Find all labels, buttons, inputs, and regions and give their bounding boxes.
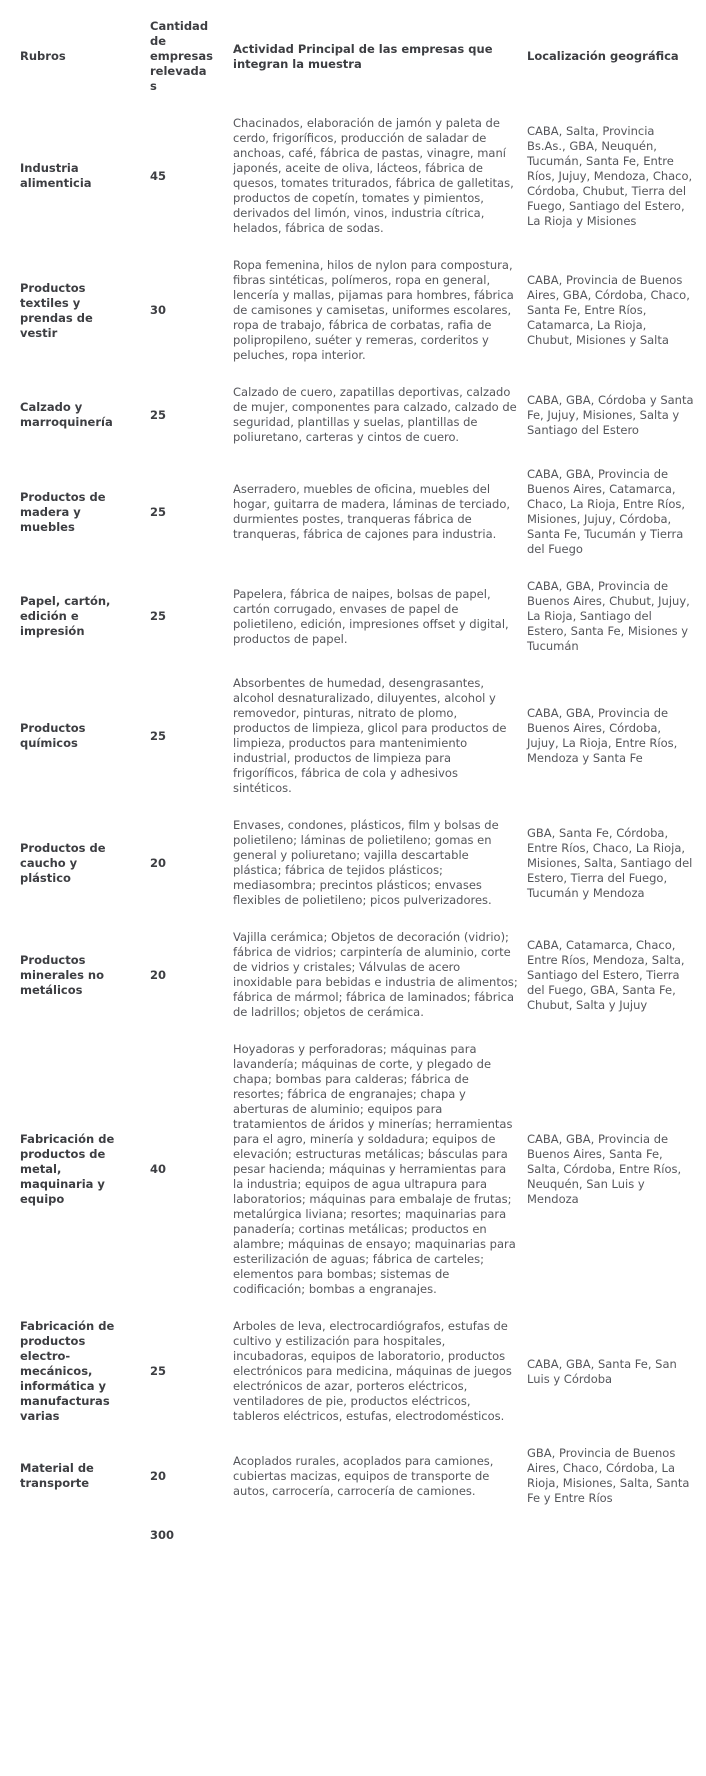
rubro-label: Calzado y marroquinería <box>20 400 113 429</box>
actividad-text: Vajilla cerámica; Objetos de decoración (vidrio); fábrica de vidrios; carpintería de aluminio, corte de vidrios y cristales; Válvulas de acero inoxidable para bebidas e industria de alimentos; fábrica de mármol; fábrica de laminados; fábrica de ladrillos; objetos de cerámica. <box>233 930 518 1019</box>
cantidad-value: 25 <box>150 504 167 519</box>
localizacion-text: CABA, Provincia de Buenos Aires, GBA, Córdoba, Chaco, Santa Fe, Entre Ríos, Catamarca, La Rioja, Chubut, Misiones y Salta <box>527 273 690 347</box>
table-row-madera <box>20 456 695 568</box>
table-row-industria-alimenticia <box>20 105 695 247</box>
total-row-empty-cell <box>233 1517 527 1554</box>
actividad-text: Envases, condones, plásticos, film y bolsas de polietileno; láminas de polietileno; gomas en general y poliuretano; vajilla descartable plástica; fábrica de tejidos plásticos; mediasombra; precintos plásticos; envases flexibles de polietileno; picos pulverizadores. <box>233 818 499 907</box>
table-row-calzado <box>20 374 695 456</box>
cantidad-value: 20 <box>150 855 167 870</box>
actividad-text: Arboles de leva, electrocardiógrafos, estufas de cultivo y estilización para hospitales, incubadoras, equipos de laboratorio, productos electrónicos para medicina, máquinas de juegos electrónicos de azar, porteros eléctricos, ventiladores de pie, productos eléctricos, tableros eléctricos, estufas, electrodomésticos. <box>233 1319 512 1423</box>
actividad-text: Calzado de cuero, zapatillas deportivas, calzado de mujer, componentes para calzado, calzado de seguridad, plantillas y suelas, plantillas de poliuretano, carteras y cintos de cuero. <box>233 385 517 444</box>
cantidad-value: 30 <box>150 303 167 317</box>
localizacion-text: CABA, Catamarca, Chaco, Entre Ríos, Mendoza, Salta, Santiago del Estero, Tierra del Fuego, GBA, Santa Fe, Chubut, Salta y Jujuy <box>527 937 685 1012</box>
table-row-metal-maquinaria <box>20 1031 695 1308</box>
rubro-label: Fabricación de productos electro-mecánicos, informática y manufacturas varias <box>20 1319 115 1423</box>
cantidad-value: 40 <box>150 1162 167 1176</box>
table-row-transporte <box>20 1435 695 1517</box>
localizacion-text: CABA, GBA, Provincia de Buenos Aires, Chubut, Jujuy, La Rioja, Santiago del Estero, Santa Fe, Misiones y Tucumán <box>527 579 690 653</box>
actividad-text: Aserradero, muebles de oficina, muebles del hogar, guitarra de madera, láminas de terciado, durmientes postes, tranqueras fábrica de tranqueras, fábrica de cajones para industria. <box>233 482 511 541</box>
actividad-text: Chacinados, elaboración de jamón y paleta de cerdo, frigoríficos, producción de saladar de anchoas, café, fábrica de pastas, vinagre, maní japonés, aceite de oliva, lácteos, fábrica de quesos, tomates triturados, fábrica de galletitas, productos de copetín, tomates y pimientos, derivados del limón, vinos, industria cítrica, helados, fábrica de sodas. <box>233 116 514 235</box>
rubro-label: Industria alimenticia <box>20 161 92 190</box>
total-row <box>20 1517 695 1554</box>
rubro-label: Material de transporte <box>20 1461 94 1490</box>
total-value: 300 <box>150 1528 175 1542</box>
rubro-label: Papel, cartón, edición e impresión <box>20 594 111 638</box>
table-row-quimicos <box>20 665 695 807</box>
actividad-text: Absorbentes de humedad, desengrasantes, alcohol desnaturalizado, diluyentes, alcohol y removedor, pinturas, nitrato de plomo, productos de limpieza, glicol para productos de limpieza, productos para mantenimiento industrial, productos de limpieza para frigoríficos, fábrica de cola y adhesivos sintéticos. <box>233 676 507 795</box>
cantidad-value: 25 <box>150 728 167 743</box>
localizacion-text: CABA, GBA, Provincia de Buenos Aires, Catamarca, Chaco, La Rioja, Entre Ríos, Misiones, Jujuy, Córdoba, Santa Fe, Tucumán y Tierra del Fuego <box>527 467 686 556</box>
header-row <box>20 8 695 105</box>
cantidad-value: 45 <box>150 168 167 183</box>
cantidad-value: 25 <box>150 609 167 623</box>
localizacion-text: CABA, Salta, Provincia Bs.As., GBA, Neuquén, Tucumán, Santa Fe, Entre Ríos, Jujuy, Mendoza, Chaco, Córdoba, Chubut, Tierra del Fuego, Santiago del Estero, La Rioja y Misiones <box>527 123 693 228</box>
total-row-empty-cell <box>20 1517 150 1554</box>
localizacion-text: GBA, Santa Fe, Córdoba, Entre Ríos, Chaco, La Rioja, Misiones, Salta, Santiago del Estero, Tierra del Fuego, Tucumán y Mendoza <box>527 825 693 900</box>
table-row-textiles <box>20 247 695 374</box>
actividad-text: Acoplados rurales, acoplados para camiones, cubiertas macizas, equipos de transporte de autos, carrocería, carrocería de camiones. <box>233 1453 494 1498</box>
rubro-label: Productos minerales no metálicos <box>20 952 105 997</box>
total-row-empty-cell <box>527 1517 695 1554</box>
rubro-label: Productos de madera y muebles <box>20 489 106 534</box>
actividad-text: Ropa femenina, hilos de nylon para compostura, fibras sintéticas, polímeros, ropa en general, lencería y mallas, pijamas para hombres, fábrica de camisones y camisetas, uniformes escolares, ropa de trabajo, fábrica de corbatas, rafia de polipropileno, suéter y remeras, corderitos y peluches, ropa interior. <box>233 258 514 362</box>
col-header-cantidad: Cantidad de empresas relevadas <box>150 19 213 93</box>
cantidad-value: 20 <box>150 1468 167 1483</box>
rubro-label: Productos de caucho y plástico <box>20 840 106 885</box>
actividad-text: Hoyadoras y perforadoras; máquinas para lavandería; máquinas de corte, y plegado de chapa; bombas para calderas; fábrica de resortes; fábrica de engranajes; chapa y aberturas de aluminio; equipos para tratamientos de áridos y minerías; herramientas para el agro, minería y soldadura; equipos de elevación; estructuras metálicas; básculas para pesar hacienda; máquinas y herramientas para la industria; equipos de agua ultrapura para laboratorios; máquinas para embalaje de frutas; metalúrgica liviana; resortes; maquinarias para panadería; cortinas metálicas; productos en alambre; máquinas de ensayo; maquinarias para esterilización de aguas; fábrica de carteles; elementos para bombas; sistemas de codificación; bombas a engranajes. <box>233 1042 516 1296</box>
localizacion-text: CABA, GBA, Provincia de Buenos Aires, Santa Fe, Salta, Córdoba, Entre Ríos, Neuquén, San Luis y Mendoza <box>527 1132 682 1206</box>
table-row-minerales <box>20 919 695 1031</box>
table-row-caucho-plastico <box>20 807 695 919</box>
actividad-text: Papelera, fábrica de naipes, bolsas de papel, cartón corrugado, envases de papel de polietileno, edición, impresiones offset y digital, productos de papel. <box>233 586 509 646</box>
rubros-table <box>20 8 695 1554</box>
localizacion-text: CABA, GBA, Córdoba y Santa Fe, Jujuy, Misiones, Salta y Santiago del Estero <box>527 392 694 437</box>
rubro-label: Productos textiles y prendas de vestir <box>20 280 93 340</box>
localizacion-text: CABA, GBA, Santa Fe, San Luis y Córdoba <box>527 1356 677 1386</box>
table-row-electromecanicos <box>20 1308 695 1435</box>
col-header-localizacion: Localización geográfica <box>527 49 679 63</box>
table-row-papel <box>20 568 695 665</box>
col-header-actividad: Actividad Principal de las empresas que integran la muestra <box>233 41 493 71</box>
rubro-label: Productos químicos <box>20 721 86 750</box>
localizacion-text: GBA, Provincia de Buenos Aires, Chaco, Córdoba, La Rioja, Misiones, Salta, Santa Fe y Entre Ríos <box>527 1446 690 1505</box>
rubro-label: Fabricación de productos de metal, maquinaria y equipo <box>20 1132 115 1206</box>
cantidad-value: 25 <box>150 1364 167 1378</box>
localizacion-text: CABA, GBA, Provincia de Buenos Aires, Córdoba, Jujuy, La Rioja, Entre Ríos, Mendoza y Santa Fe <box>527 706 678 765</box>
cantidad-value: 25 <box>150 407 167 422</box>
cantidad-value: 20 <box>150 967 167 982</box>
col-header-rubros: Rubros <box>20 49 66 63</box>
